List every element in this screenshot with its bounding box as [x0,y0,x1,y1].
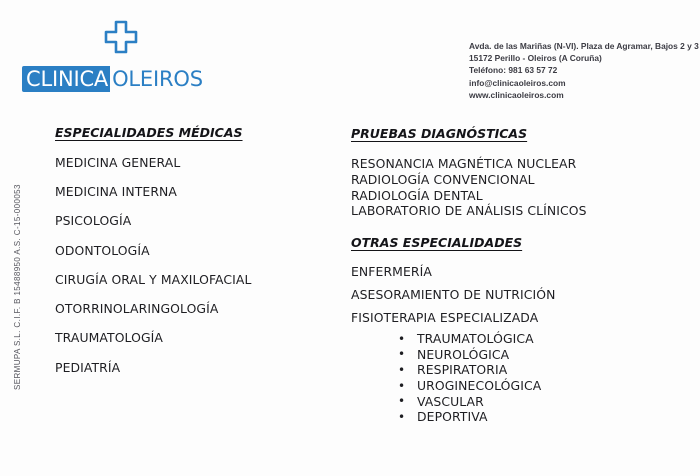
especialidad-item: PSICOLOGÍA [55,213,132,228]
address-email: info@clinicaoleiros.com [469,77,566,88]
bullet-icon: • [398,362,406,377]
fisioterapia-subitems [398,331,541,425]
address-phone: Teléfono: 981 63 57 72 [469,65,558,76]
especialidad-item: PEDIATRÍA [55,360,121,375]
prueba-item: RESONANCIA MAGNÉTICA NUCLEAR [351,156,577,171]
address-city: 15172 Perillo - Oleiros (A Coruña) [469,53,602,64]
logo-text-clinica: CLINICA [22,66,110,92]
medical-cross-icon [104,20,138,54]
bullet-icon: • [398,394,406,409]
especialidad-item: OTORRINOLARINGOLOGÍA [55,301,219,316]
otra-item: ASESORAMIENTO DE NUTRICIÓN [351,287,556,302]
otras-heading: OTRAS ESPECIALIDADES [351,235,523,250]
especialidad-item: ODONTOLOGÍA [55,243,150,258]
especialidad-item: MEDICINA INTERNA [55,184,177,199]
bullet-icon: • [398,378,406,393]
prueba-item: RADIOLOGÍA DENTAL [351,188,483,203]
especialidad-item: CIRUGÍA ORAL Y MAXILOFACIAL [55,272,252,287]
prueba-item: LABORATORIO DE ANÁLISIS CLÍNICOS [351,203,587,218]
list-item: • DEPORTIVA [398,409,488,425]
bullet-icon: • [398,409,406,424]
list-item: • UROGINECOLÓGICA [398,378,542,394]
logo-text-oleiros: OLEIROS [112,67,203,91]
list-item: • TRAUMATOLÓGICA [398,331,534,347]
list-item: • VASCULAR [398,393,484,409]
pruebas-heading: PRUEBAS DIAGNÓSTICAS [351,126,528,141]
address-block [469,40,699,101]
especialidades-heading: ESPECIALIDADES MÉDICAS [55,125,243,140]
address-street: Avda. de las Mariñas (N-VI). Plaza de Agramar, Bajos 2 y 3 [469,41,699,51]
otra-item: ENFERMERÍA [351,264,432,279]
side-legal-text: SERMUPA S.L. C.I.F. B 15488950 A.S. C-15-000053 [13,184,22,390]
prueba-item: RADIOLOGÍA CONVENCIONAL [351,172,535,187]
clinic-logo [22,66,203,92]
especialidad-item: MEDICINA GENERAL [55,155,181,170]
address-website: www.clinicaoleiros.com [469,89,564,100]
list-item: • NEUROLÓGICA [398,346,510,362]
otra-item: FISIOTERAPIA ESPECIALIZADA [351,310,539,325]
list-item: • RESPIRATORIA [398,362,508,378]
bullet-icon: • [398,331,406,346]
especialidad-item: TRAUMATOLOGÍA [55,330,163,345]
bullet-icon: • [398,347,406,362]
